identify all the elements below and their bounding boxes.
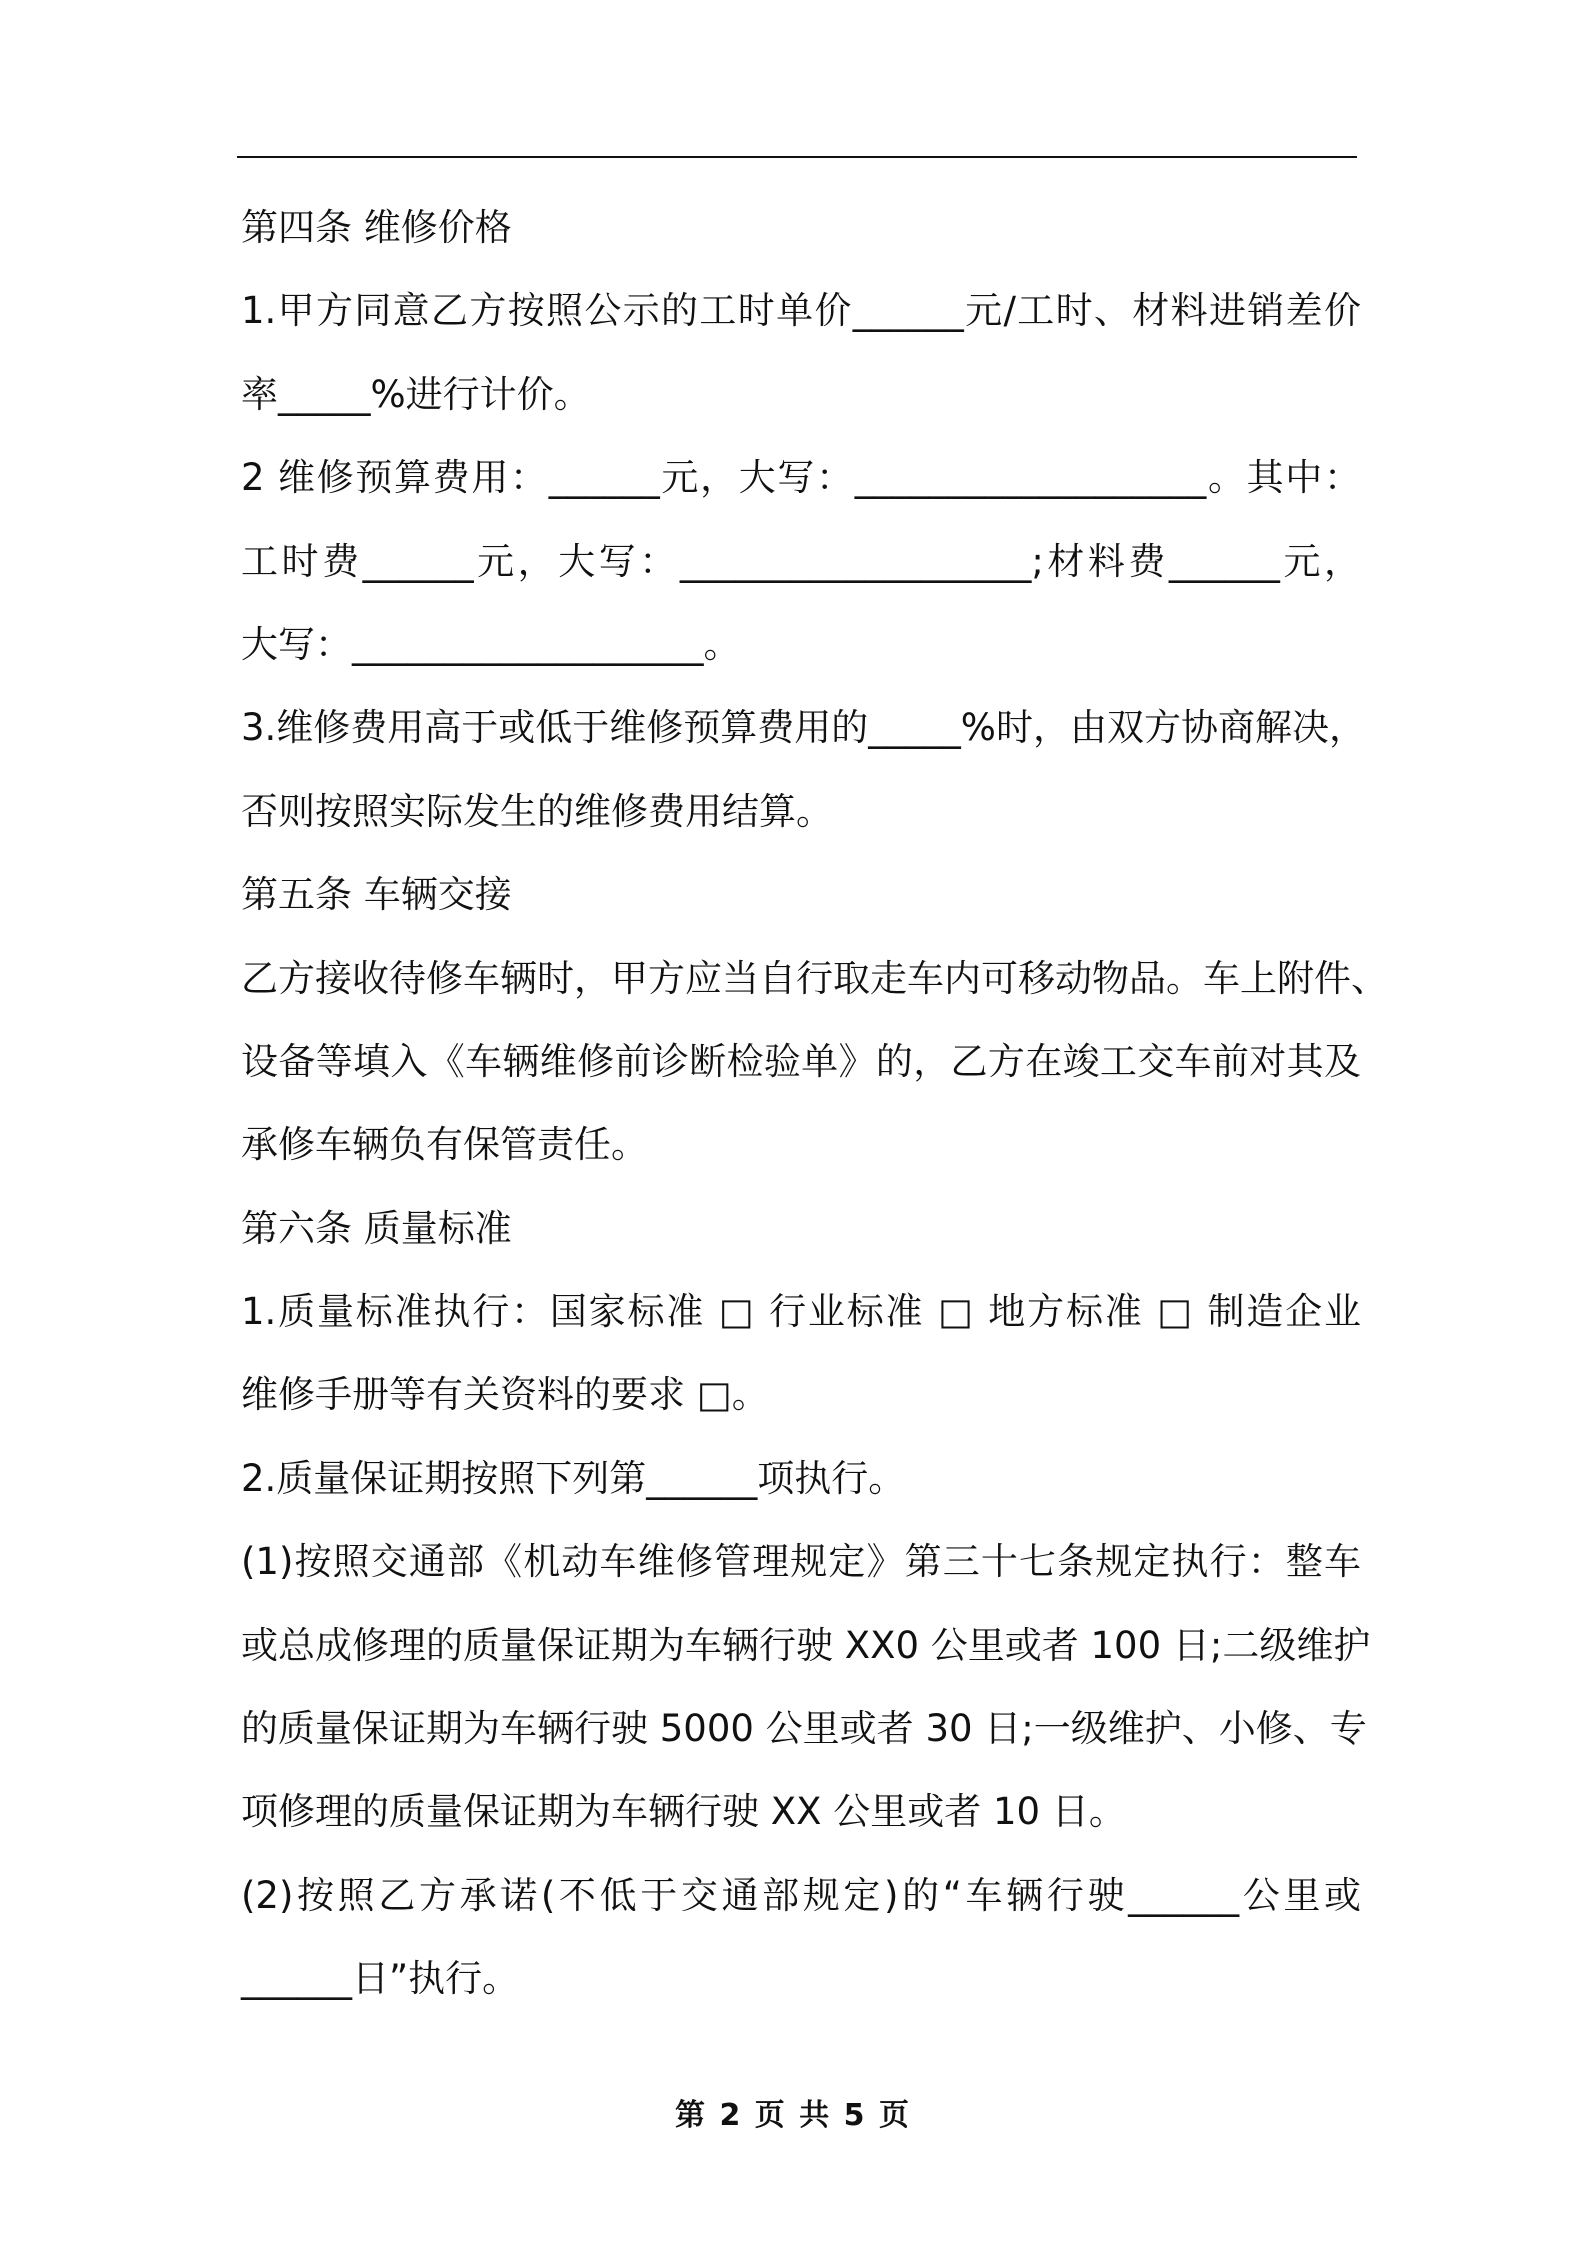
article-4-clause-1: 1.甲方同意乙方按照公示的工时单价______元/工时、材料进销差价 [241,289,1361,333]
article-4-clause-1-cont: 率_____%进行计价。 [241,372,591,416]
article-6-clause-1: 1.质量标准执行：国家标准 □ 行业标准 □ 地方标准 □ 制造企业 [241,1290,1361,1334]
document-body [241,198,1388,2033]
article-6-heading: 第六条 质量标准 [241,1206,512,1250]
article-4-clause-3: 3.维修费用高于或低于维修预算费用的_____%时，由双方协商解决， [241,706,1366,750]
article-6-item-2-cont: ______日”执行。 [241,1957,520,2001]
article-4-heading: 第四条 维修价格 [241,206,512,249]
article-6-item-1-cont-3: 项修理的质量保证期为车辆行驶 XX 公里或者 10 日。 [241,1790,1126,1834]
article-4-clause-2: 2 维修预算费用：______元，大写：___________________。其中： [241,456,1361,500]
article-6-item-1: (1)按照交通部《机动车维修管理规定》第三十七条规定执行：整车 [241,1540,1361,1584]
article-5-text-1: 乙方接收待修车辆时，甲方应当自行取走车内可移动物品。车上附件、 [241,956,1388,1000]
article-4-clause-2-end: 大写：___________________。 [241,622,741,666]
article-6-clause-2: 2.质量保证期按照下列第______项执行。 [241,1456,906,1500]
article-6-item-1-cont-2: 的质量保证期为车辆行驶 5000 公里或者 30 日;一级维护、小修、专 [241,1707,1367,1751]
article-5-heading: 第五条 车辆交接 [241,873,512,917]
article-6-clause-1-cont: 维修手册等有关资料的要求 □。 [241,1373,769,1417]
article-6-item-1-cont-1: 或总成修理的质量保证期为车辆行驶 XX0 公里或者 100 日;二级维护 [241,1623,1371,1667]
header-rule [237,156,1357,158]
page-number: 第 2 页 共 5 页 [675,2098,911,2133]
article-4-clause-2-cont: 工时费______元，大写：___________________;材料费______元， [241,539,1361,583]
article-5-text-3: 承修车辆负有保管责任。 [241,1123,648,1167]
article-5-text-2: 设备等填入《车辆维修前诊断检验单》的，乙方在竣工交车前对其及 [241,1039,1361,1083]
article-4-clause-3-cont: 否则按照实际发生的维修费用结算。 [241,789,833,833]
article-6-item-2: (2)按照乙方承诺(不低于交通部规定)的“车辆行驶______公里或 [241,1873,1361,1917]
